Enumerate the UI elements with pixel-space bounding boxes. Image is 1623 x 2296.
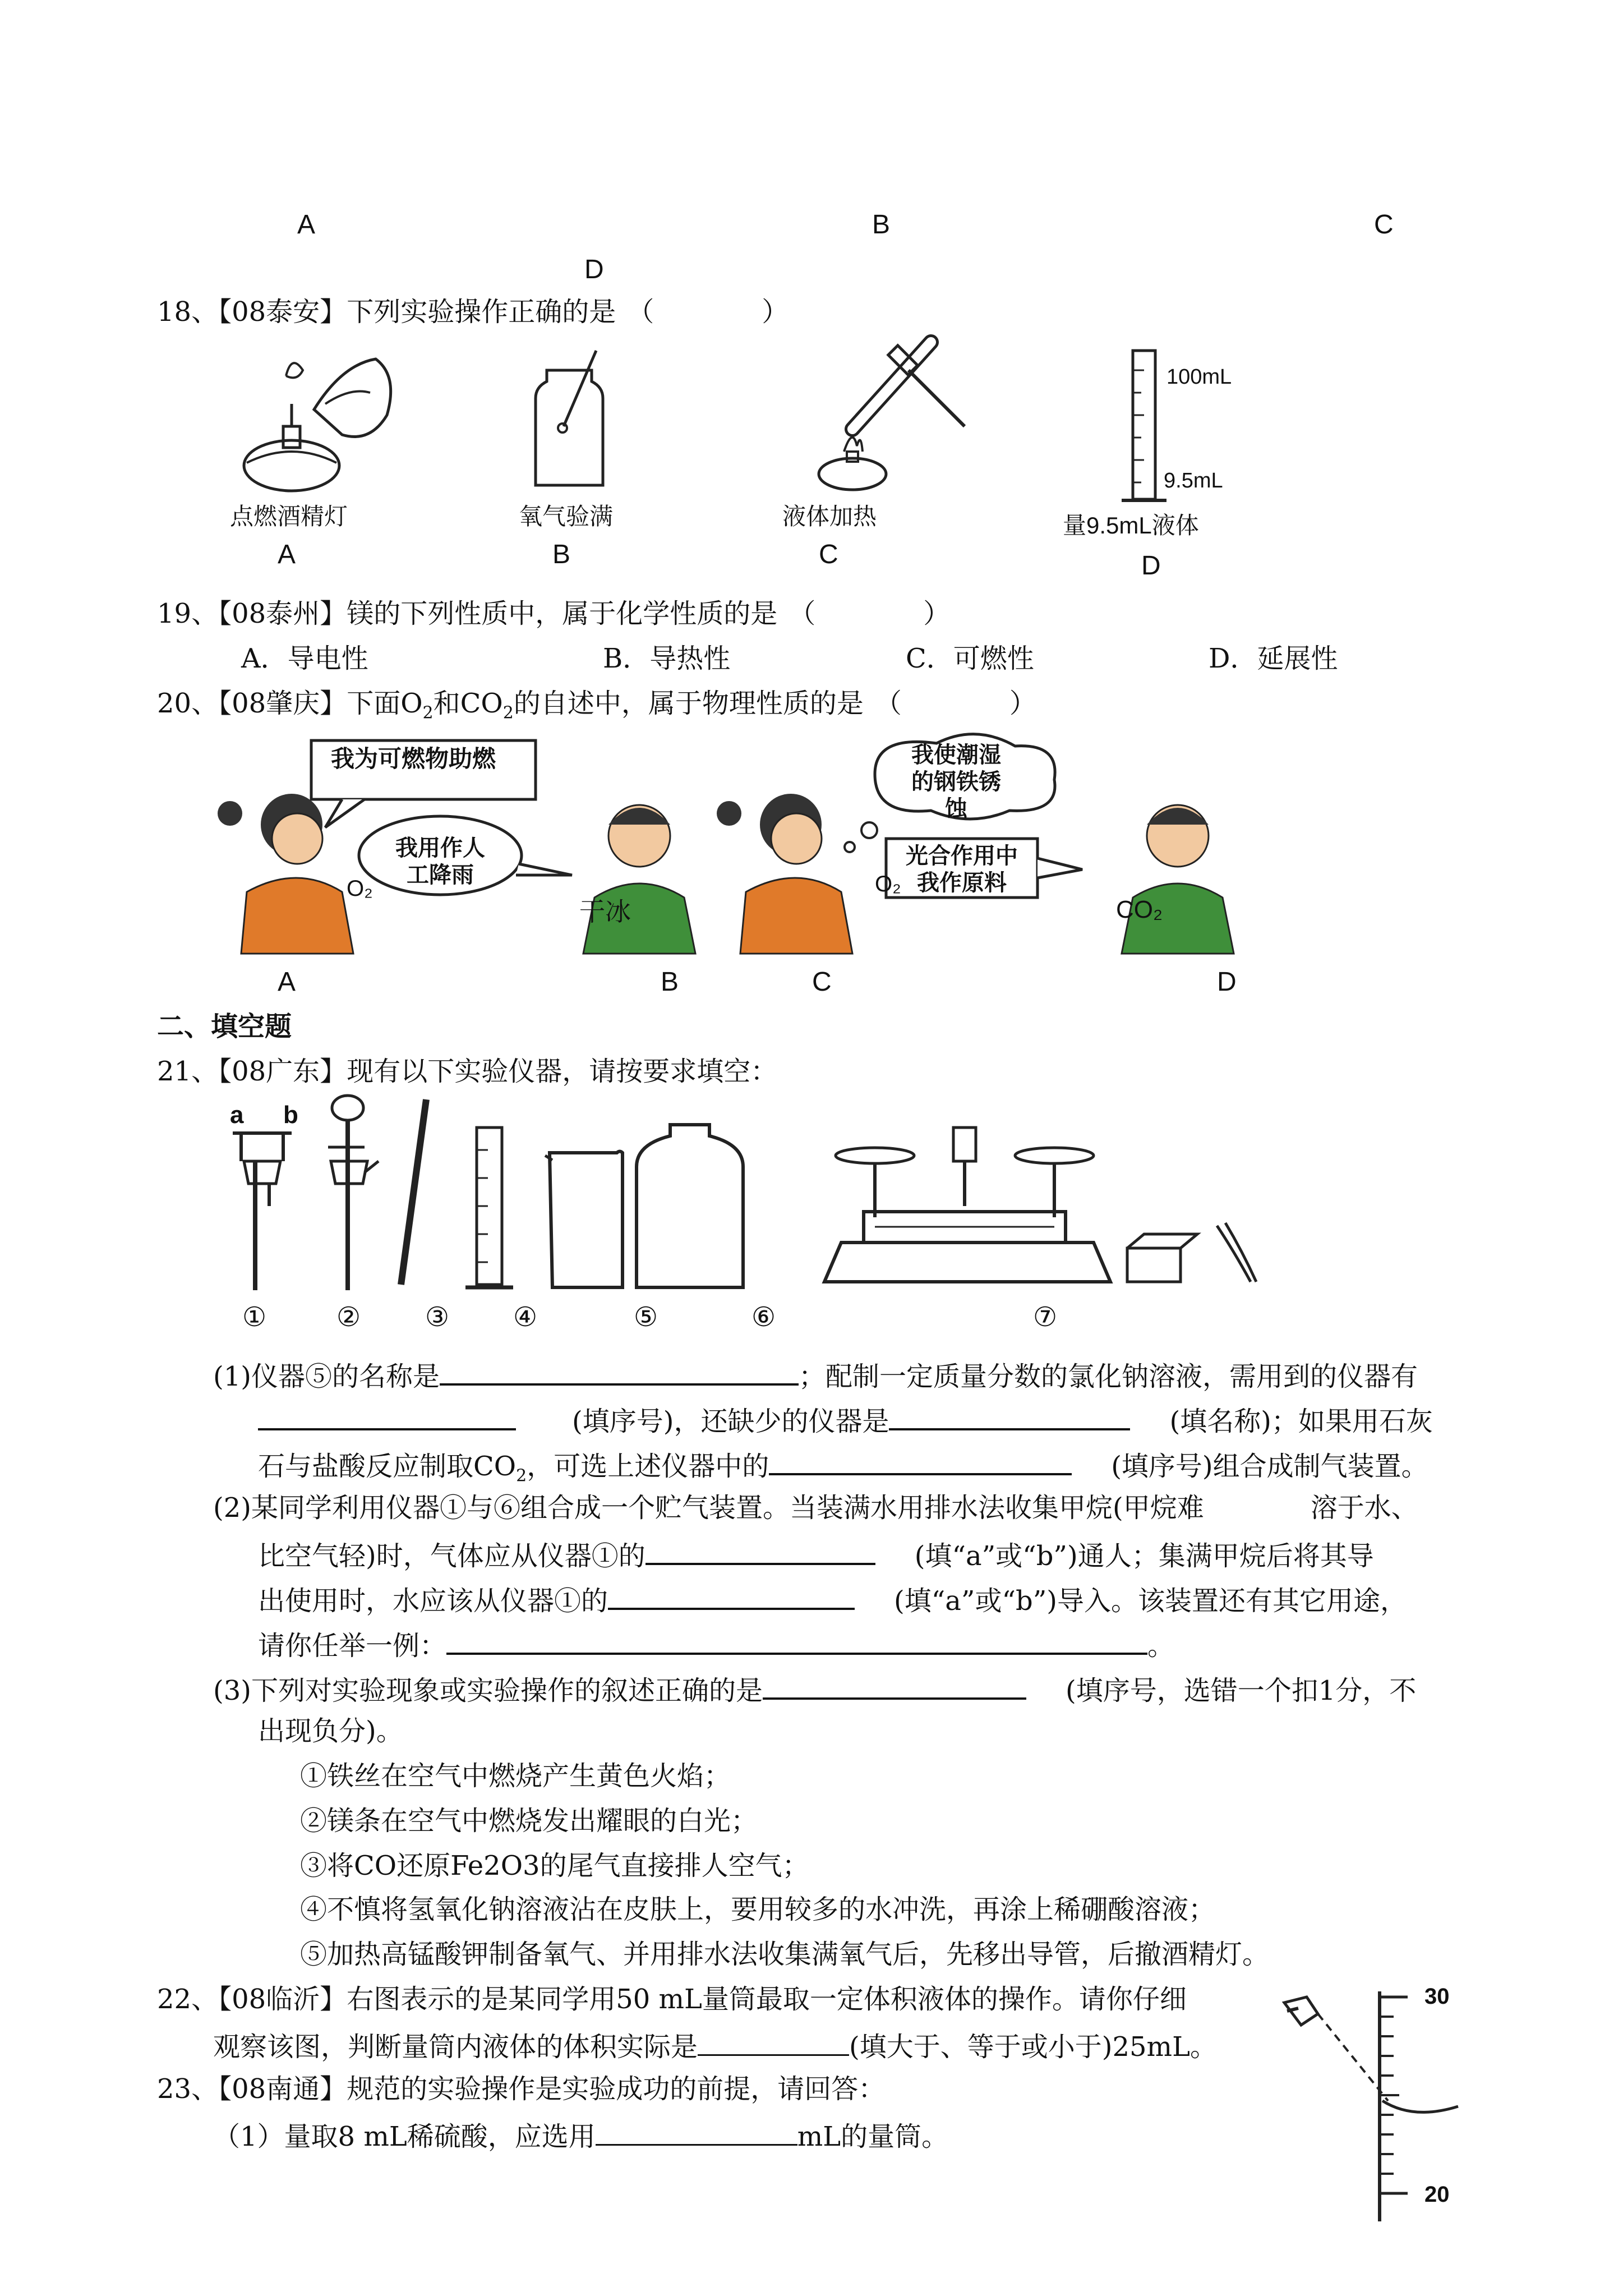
q17-option-b: B <box>872 210 891 240</box>
q21-p3-l1b: (填序号，选错一个扣1分，不 <box>1066 1675 1417 1706</box>
q20-tag-d: CO₂ <box>1116 896 1163 923</box>
q21-blank-6[interactable] <box>608 1582 855 1610</box>
q20-stem-a: 下面O <box>347 688 423 719</box>
q21-blank-2[interactable] <box>258 1402 516 1430</box>
q20-number: 20、 <box>157 688 219 719</box>
q21-blank-4[interactable] <box>769 1447 1072 1475</box>
q21-blank-7[interactable] <box>446 1627 1147 1655</box>
q17-option-a: A <box>297 210 316 240</box>
q22-scale-top: 30 <box>1424 1984 1450 2009</box>
q21-line <box>157 1056 777 1088</box>
q18-caption-d: 量9.5mL液体 <box>1063 512 1199 539</box>
q19-option-c: C．可燃性 <box>906 643 1034 674</box>
q19-option-a: A．导电性 <box>241 643 368 674</box>
q21-p1-l3c: (填序号)组合成制气装置。 <box>1111 1451 1428 1482</box>
q21-blank-3[interactable] <box>889 1402 1130 1430</box>
q23-line1 <box>157 2073 885 2106</box>
q19-number: 19、 <box>157 598 219 629</box>
q19-option-b: B．导热性 <box>603 643 731 674</box>
q21-label-a: a <box>230 1101 244 1129</box>
q20-bubble-a: 我为可燃物助燃 <box>331 746 496 772</box>
q21-inst-1: ① <box>242 1301 267 1333</box>
q20-bubble-b: 我用作人工降雨 <box>395 836 485 887</box>
q20-tag-a: O₂ <box>347 876 373 901</box>
q20-letter-d: D <box>1217 967 1237 997</box>
q21-p2-l3a: 出使用时，水应该从仪器①的 <box>258 1585 608 1617</box>
q20-stem-b: 和CO <box>433 688 503 719</box>
q20-answer-paren: （ ） <box>874 688 1036 719</box>
gas-bottle-icon <box>530 348 608 494</box>
q22-l1: 右图表示的是某同学用50 mL量筒最取一定体积液体的操作。请你仔细 <box>347 1984 1187 2015</box>
q21-p2-l1a: (2)某同学利用仪器①与⑥组合成一个贮气装置。当装满水用排水法收集甲烷(甲烷难 <box>213 1492 1204 1524</box>
q20-tag-c: O₂ <box>875 872 901 896</box>
q23-blank[interactable] <box>596 2118 797 2146</box>
q22-l2b: (填大于、等于或小于)25mL。 <box>849 2031 1217 2063</box>
q18-figure-a <box>230 342 409 505</box>
q21-p1-line2 <box>258 1402 1433 1438</box>
q20-stem-c: 的自述中，属于物理性质的是 <box>513 688 864 719</box>
q23-stem: 规范的实验操作是实验成功的前提，请回答： <box>347 2073 886 2105</box>
alcohol-lamp-lighting-icon <box>230 342 409 505</box>
q21-p1-l1a: (1)仪器⑤的名称是 <box>213 1361 440 1392</box>
q18-figure-b <box>530 348 608 494</box>
q21-number: 21、 <box>157 1056 219 1087</box>
q21-item-5: ⑤加热高锰酸钾制备氧气、并用排水法收集满氧气后，先移出导管，后撤酒精灯。 <box>300 1939 1270 1970</box>
q23-number: 23、 <box>157 2073 219 2105</box>
q18-letter-c: C <box>819 540 838 569</box>
q20-line <box>157 688 1036 724</box>
q21-item-1: ①铁丝在空气中燃烧产生黄色火焰； <box>300 1760 731 1792</box>
q22-number: 22、 <box>157 1984 219 2015</box>
q21-item-2: ②镁条在空气中燃烧发出耀眼的白光； <box>300 1805 758 1837</box>
q21-p1-line1 <box>213 1358 1418 1393</box>
q18-figure-d <box>1119 348 1169 510</box>
q21-inst-3: ③ <box>425 1301 450 1333</box>
q20-source: 【08肇庆】 <box>218 688 347 719</box>
q21-blank-8[interactable] <box>763 1672 1026 1700</box>
q22-source: 【08临沂】 <box>218 1984 347 2015</box>
q21-p2-l1b: 溶于水、 <box>1310 1492 1418 1524</box>
q19-answer-paren: （ ） <box>789 598 951 629</box>
q23-line2 <box>213 2118 948 2154</box>
q19-stem: 镁的下列性质中，属于化学性质的是 <box>347 598 778 629</box>
q22-blank[interactable] <box>698 2028 849 2056</box>
q21-p1-line3 <box>258 1447 1428 1487</box>
q18-line <box>157 296 789 329</box>
q22-l2a: 观察该图，判断量筒内液体的体积实际是 <box>213 2031 698 2063</box>
q21-p3-line2: 出现负分)。 <box>258 1715 403 1747</box>
q21-item-3: ③将CO还原Fe2O3的尾气直接排人空气； <box>300 1850 809 1881</box>
q18-letter-d: D <box>1141 551 1161 581</box>
q18-source: 【08泰安】 <box>218 296 347 328</box>
q21-p2-l3b: (填“a”或“b”)导入。该装置还有其它用途， <box>894 1585 1407 1617</box>
q20-letter-a: A <box>278 967 296 997</box>
section-heading: 二、填空题 <box>157 1011 292 1042</box>
q20-letter-c: C <box>812 967 832 997</box>
q21-p1-l1b: ；配制一定质量分数的氯化钠溶液，需用到的仪器有 <box>799 1361 1418 1392</box>
q21-inst-5: ⑤ <box>634 1301 658 1333</box>
q18-letter-a: A <box>278 540 296 569</box>
q18-answer-paren: （ ） <box>627 296 789 328</box>
q21-p3-l1a: (3)下列对实验现象或实验操作的叙述正确的是 <box>213 1675 763 1706</box>
q21-p2-line4 <box>258 1627 1174 1663</box>
q17-option-c: C <box>1374 210 1394 240</box>
q23-p1b: mL的量筒。 <box>797 2121 949 2152</box>
test-tube-heating-icon <box>796 331 976 499</box>
q22-line2 <box>213 2028 1217 2064</box>
q21-label-b: b <box>283 1101 298 1129</box>
q20-letter-b: B <box>661 967 679 997</box>
q19-source: 【08泰州】 <box>218 598 347 629</box>
q20-bubble-d: 光合作用中我作原料 <box>906 844 1018 895</box>
q21-p2-l4b: 。 <box>1147 1630 1175 1662</box>
q21-p1-l3b: ，可选上述仪器中的 <box>527 1451 769 1482</box>
q19-line <box>157 598 950 631</box>
q18-caption-a: 点燃酒精灯 <box>230 503 348 530</box>
q22-line1 <box>157 1984 1187 2016</box>
q21-p2-line3 <box>258 1582 1407 1618</box>
q21-p1-l2b: (填名称)；如果用石灰 <box>1169 1406 1433 1437</box>
q18-cylinder-top-label: 100mL <box>1166 365 1232 389</box>
q18-stem: 下列实验操作正确的是 <box>347 296 616 328</box>
q20-tag-b: 干冰 <box>579 897 631 926</box>
q18-cylinder-mark-label: 9.5mL <box>1164 469 1223 493</box>
q22-scale-bottom: 20 <box>1424 2182 1450 2207</box>
q18-letter-b: B <box>552 540 571 569</box>
q21-blank-1[interactable] <box>440 1358 799 1386</box>
q21-p2-l2b: (填“a”或“b”)通人；集满甲烷后将其导 <box>914 1540 1374 1572</box>
q21-inst-7: ⑦ <box>1033 1301 1058 1333</box>
q19-option-d: D．延展性 <box>1209 643 1338 674</box>
q21-inst-4: ④ <box>513 1301 538 1333</box>
q21-sub-co2: 2 <box>516 1466 527 1486</box>
q18-caption-c: 液体加热 <box>782 503 877 530</box>
q18-caption-b: 氧气验满 <box>519 503 614 530</box>
q21-p2-l2a: 比空气轻)时，气体应从仪器①的 <box>258 1540 645 1572</box>
q21-p1-l3a: 石与盐酸反应制取CO <box>258 1451 517 1482</box>
lab-instruments-icon <box>224 1094 1279 1318</box>
q20-sub-o2: 2 <box>422 703 434 723</box>
q21-p2-line2 <box>258 1537 1374 1573</box>
q21-inst-2: ② <box>336 1301 361 1333</box>
q17-option-d: D <box>584 255 604 284</box>
q21-source: 【08广东】 <box>218 1056 347 1087</box>
q21-stem: 现有以下实验仪器，请按要求填空： <box>347 1056 778 1087</box>
measuring-cylinder-icon <box>1119 348 1169 510</box>
q23-source: 【08南通】 <box>218 2073 347 2105</box>
q21-p3-line1 <box>213 1672 1416 1708</box>
q21-instruments <box>224 1094 1279 1318</box>
q21-inst-6: ⑥ <box>751 1301 776 1333</box>
q21-p1-l2a: (填序号)，还缺少的仪器是 <box>572 1406 889 1437</box>
q20-sub-co2: 2 <box>502 703 514 723</box>
q18-number: 18、 <box>157 296 219 328</box>
q21-item-4: ④不慎将氢氧化钠溶液沾在皮肤上，要用较多的水冲洗，再涂上稀硼酸溶液； <box>300 1894 1216 1925</box>
q21-blank-5[interactable] <box>645 1537 875 1565</box>
q21-p2-line1 <box>213 1492 1418 1525</box>
q21-p2-l4a: 请你任举一例： <box>258 1630 447 1662</box>
q18-figure-c <box>796 331 976 499</box>
q23-p1a: （1）量取8 mL稀硫酸，应选用 <box>213 2121 596 2152</box>
q20-bubble-c: 我使潮湿的钢铁锈蚀 <box>911 743 1001 821</box>
